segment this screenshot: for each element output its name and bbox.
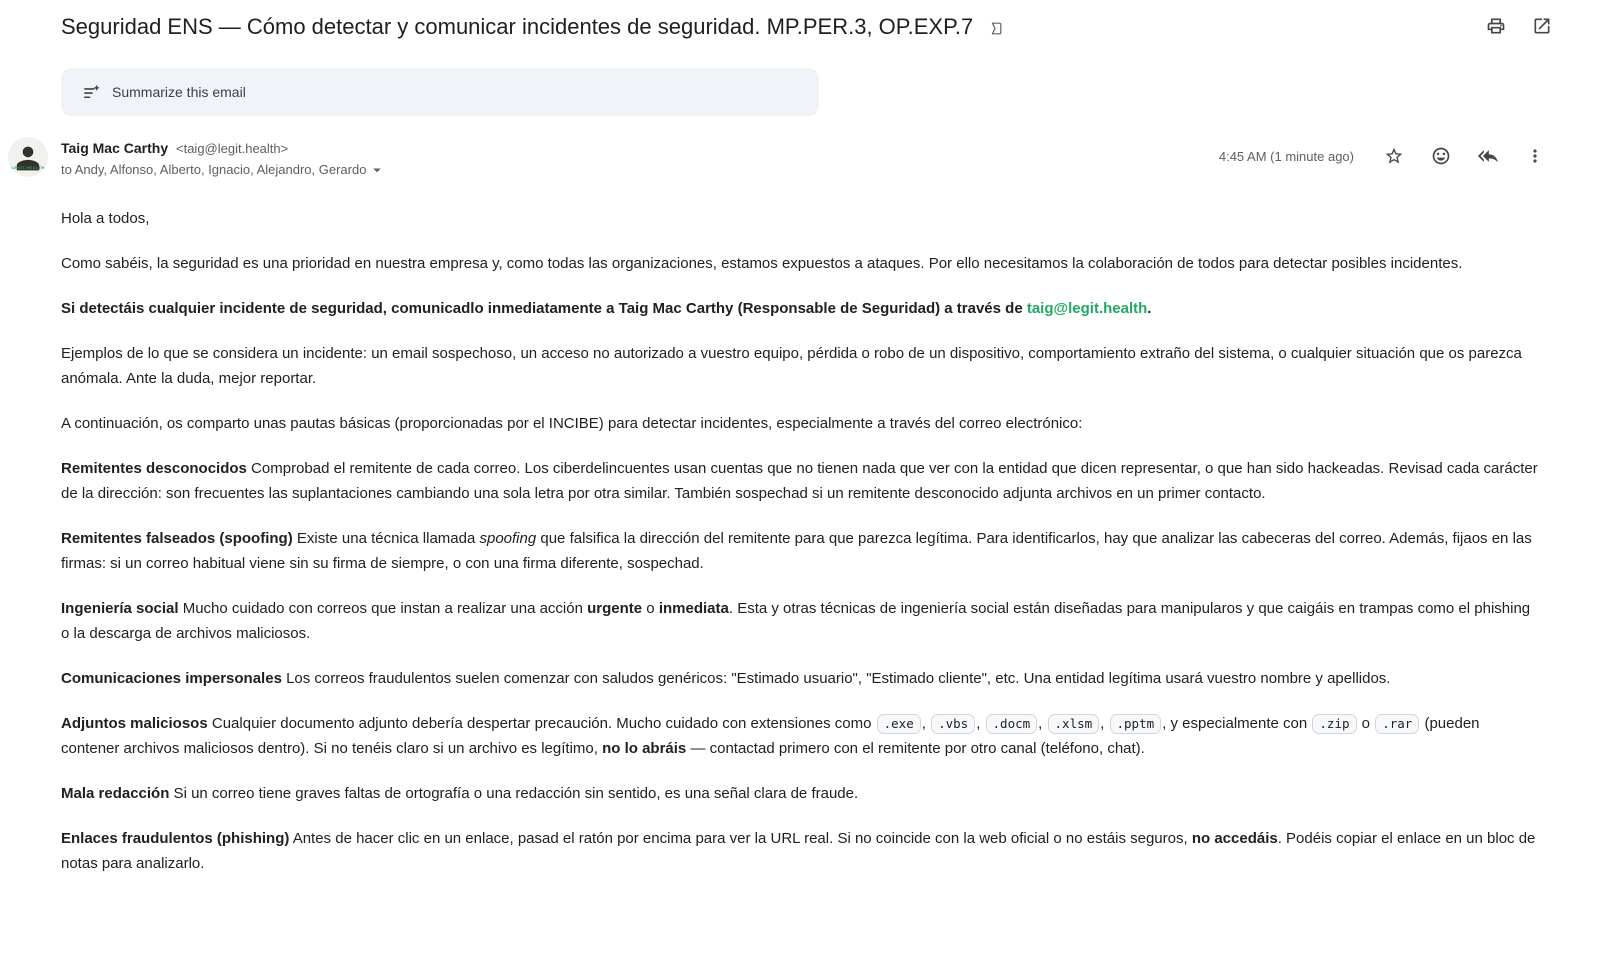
print-button[interactable] [1486,16,1506,36]
email-paragraph [61,341,1542,391]
reply-all-icon [1478,146,1498,166]
text-segment: Como sabéis, la seguridad es una prioridad en nuestra empresa y, como todas las organizaciones, estamos expuestos a ataques. Por ello necesitamos la colaboración de todos para detectar posibles incidentes. [61,255,1463,272]
text-segment: no accedáis [1191,830,1278,847]
text-segment: Si un correo tiene graves faltas de ortografía o una redacción sin sentido, es una señal clara de fraude. [169,785,859,802]
text-segment: spoofing [479,530,537,547]
reply-all-button[interactable] [1478,146,1498,166]
more-options-button[interactable] [1525,146,1545,166]
sender-avatar[interactable] [8,137,48,177]
email-paragraph [61,711,1542,761]
avatar-caption: LEGIT.HEALTH [11,165,45,170]
text-segment: Comprobad el remitente de cada correo. Los ciberdelincuentes usan cuentas que no tienen nada que ver con la entidad que dicen representar, o que han sido hackeadas. Revisad cada carácter de la dirección: son frecuentes las suplantaciones cambiando una sola letra por otra similar. También sospechad si un remitente desconocido adjunta archivos en un primer contacto. [61,460,1538,502]
subject-actions [1486,16,1552,36]
sender-line [61,140,1219,157]
text-segment: Enlaces fraudulentos (phishing) [61,830,290,847]
email-body [61,206,1542,876]
email-paragraph [61,781,1542,806]
text-segment: . [1147,300,1152,317]
sender-email: <taig@legit.health> [176,141,289,156]
email-paragraph [61,596,1542,646]
file-extension-chip: .xlsm [1048,714,1100,734]
star-button[interactable] [1384,146,1404,166]
email-paragraph [61,826,1542,876]
file-extension-chip: .zip [1312,714,1356,734]
text-segment: Antes de hacer clic en un enlace, pasad el ratón por encima para ver la URL real. Si no coincide con la web oficial o no estáis seguros, [289,830,1192,847]
text-segment: que falsifica la dirección del remitente para que parezca legítima. Para identificarlos, hay que analizar las cabeceras del correo. Además, fijaos en las firmas: si un correo habitual viene sin su firma de siempre, o con una firma diferente, sospechad. [61,530,1532,572]
email-paragraph [61,206,1542,231]
recipients-text: to Andy, Alfonso, Alberto, Ignacio, Alejandro, Gerardo [61,162,367,177]
file-extension-chip: .docm [986,714,1038,734]
file-extension-chip: .vbs [931,714,975,734]
open-in-new-icon [1532,16,1552,36]
text-segment: , y especialmente con [1162,715,1312,732]
text-segment: no lo abráis [602,740,687,757]
email-paragraph [61,456,1542,506]
message-actions [1219,137,1545,166]
summarize-label: Summarize this email [112,84,246,100]
sender-name: Taig Mac Carthy [61,140,169,156]
chevron-down-icon [368,161,386,179]
text-segment: , [1100,715,1109,732]
text-segment: — contactad primero con el remitente por otro canal (teléfono, chat). [686,740,1145,757]
text-segment: Mala redacción [61,785,170,802]
email-subject: Seguridad ENS — Cómo detectar y comunicar incidentes de seguridad. MP.PER.3, OP.EXP.7 [61,14,974,39]
subject-row [0,0,1600,41]
text-segment: o [1357,715,1375,732]
text-segment: A continuación, os comparto unas pautas básicas (proporcionadas por el INCIBE) para detectar incidentes, especialmente a través del correo electrónico: [61,415,1083,432]
text-segment: Remitentes desconocidos [61,460,247,477]
file-extension-chip: .rar [1375,714,1419,734]
text-segment: Ingeniería social [61,600,179,617]
sender-meta [61,137,1219,179]
text-segment: Si detectáis cualquier incidente de seguridad, comunicadlo inmediatamente a Taig Mac Carthy (Responsable de Seguridad) a través de [61,300,1027,317]
text-segment: (pueden contener archivos maliciosos dentro). Si no tenéis claro si un archivo es legítimo, [61,715,1480,757]
print-icon [1486,16,1506,36]
email-address-link[interactable]: taig@legit.health [1026,300,1148,317]
star-outline-icon [1384,146,1404,166]
email-paragraph [61,251,1542,276]
email-paragraph [61,666,1542,691]
text-segment: , [921,715,931,732]
text-segment: Los correos fraudulentos suelen comenzar con saludos genéricos: "Estimado usuario", "Estimado cliente", etc. Una entidad legítima usará vuestro nombre y apellidos. [281,670,1391,687]
gemini-summarize-icon [82,83,101,102]
message-header [0,137,1600,179]
email-paragraph [61,526,1542,576]
text-segment: o [642,600,659,617]
file-extension-chip: .exe [877,714,921,734]
emoji-smile-icon [1431,146,1451,166]
summarize-email-button[interactable] [61,68,819,116]
subject-left [61,13,1005,41]
text-segment: urgente [587,600,643,617]
text-segment: , [1038,715,1047,732]
text-segment: . Esta y otras técnicas de ingeniería social están diseñadas para manipularos y que caigáis en trampas como el phishing o la descarga de archivos maliciosos. [61,600,1531,642]
emoji-reaction-button[interactable] [1431,146,1451,166]
text-segment: , [976,715,985,732]
text-segment: Comunicaciones impersonales [61,670,282,687]
open-in-new-button[interactable] [1532,16,1552,36]
email-paragraph [61,411,1542,436]
text-segment: Hola a todos, [61,210,150,227]
text-segment: Adjuntos maliciosos [61,715,208,732]
text-segment: inmediata [658,600,729,617]
text-segment: Cualquier documento adjunto debería despertar precaución. Mucho cuidado con extensiones como [207,715,876,732]
recipients-row[interactable] [61,160,386,179]
text-segment: Ejemplos de lo que se considera un incidente: un email sospechoso, un acceso no autorizado a vuestro equipo, pérdida o robo de un dispositivo, comportamiento extraño del sistema, o cualquier situación que os parezca anómala. Ante la duda, mejor reportar. [61,345,1522,387]
message-timestamp: 4:45 AM (1 minute ago) [1218,148,1354,164]
text-segment: Mucho cuidado con correos que instan a realizar una acción [178,600,588,617]
label-icon[interactable] [988,17,1005,37]
email-paragraph [61,296,1542,321]
text-segment: Existe una técnica llamada [292,530,480,547]
text-segment: Remitentes falseados (spoofing) [61,530,293,547]
file-extension-chip: .pptm [1110,714,1162,734]
more-vertical-icon [1525,146,1545,166]
text-segment: . Podéis copiar el enlace en un bloc de notas para analizarlo. [61,830,1536,872]
